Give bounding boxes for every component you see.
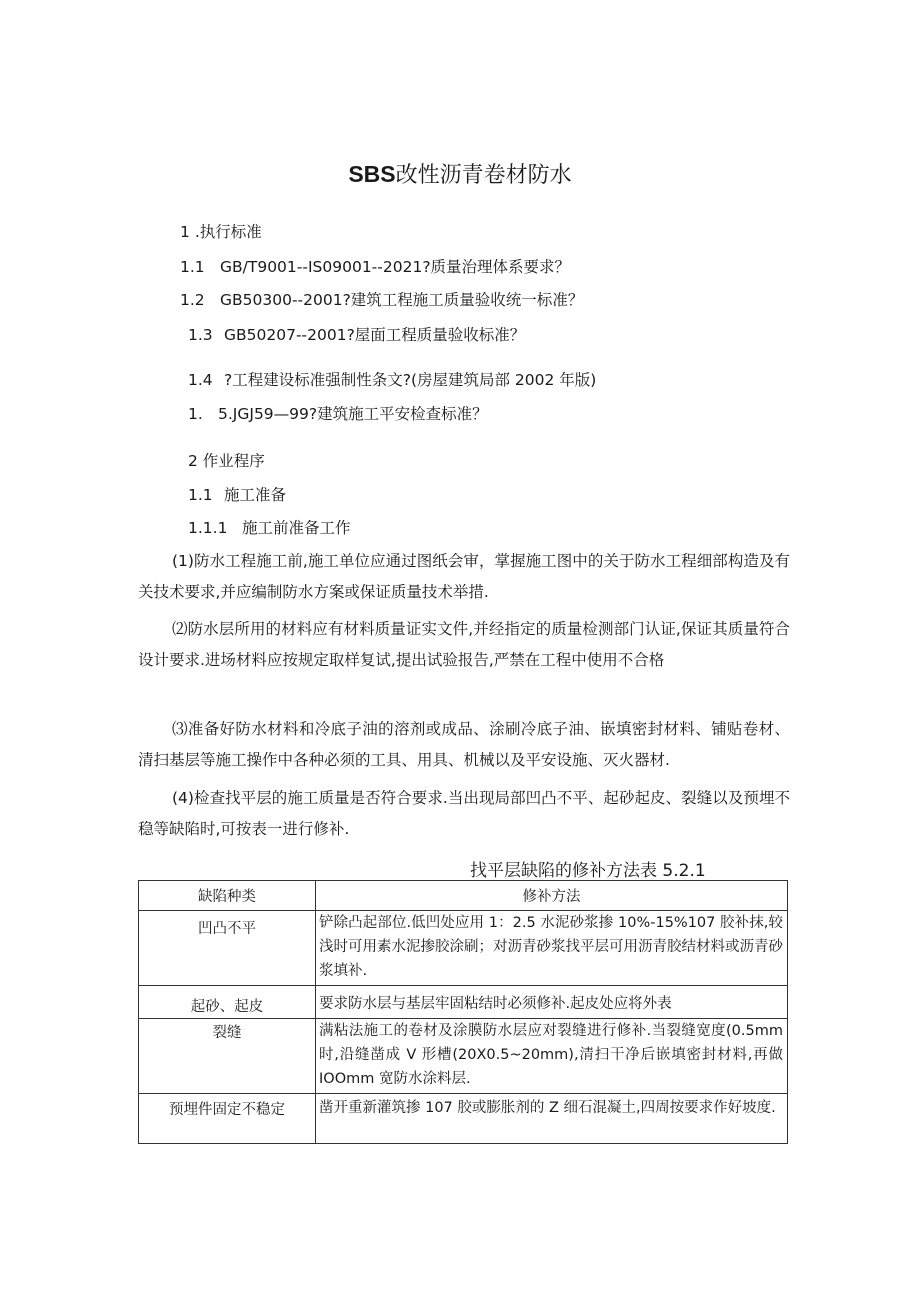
subsection-heading — [188, 485, 286, 505]
standard-item-num: 1. — [188, 405, 203, 423]
subsection-text: 施工准备 — [224, 486, 287, 504]
table-header-row — [139, 881, 788, 911]
repair-method-cell: 要求防水层与基层牢固粘结时必须修补.起皮处应将外表 — [316, 986, 788, 1019]
standard-item — [180, 257, 570, 277]
paragraph: ⑶准备好防水材料和冷底子油的溶剂或成品、涂刷冷底子油、嵌填密封材料、铺贴卷材、清扫基层等施工操作中各种必须的工具、用具、机械以及平安设施、灭火器材. — [138, 720, 790, 769]
standard-item-text: 5.JGJ59—99?建筑施工平安检查标准？ — [218, 405, 488, 423]
title-text: 改性沥青卷材防水 — [395, 163, 572, 188]
defect-kind-cell: 裂缝 — [139, 1019, 316, 1094]
document-title — [0, 158, 920, 189]
standard-item-text: GB50300--2001?建筑工程施工质量验收统一标准？ — [220, 291, 584, 309]
standard-item-text: GB50207--2001?屋面工程质量验收标准？ — [224, 326, 526, 344]
section1-heading-text: .执行标准 — [194, 223, 262, 241]
repair-methods-table — [138, 880, 788, 1144]
table-row — [139, 986, 788, 1019]
table-row — [139, 1094, 788, 1144]
paragraph: (4)检查找平层的施工质量是否符合要求.当出现局部凹凸不平、起砂起皮、裂缝以及预埋不稳等缺陷时,可按表一进行修补. — [138, 789, 790, 838]
paragraph: (1)防水工程施工前,施工单位应通过图纸会审，掌握施工图中的关于防水工程细部构造及有关技术要求,并应编制防水方案或保证质量技术举措. — [138, 552, 790, 601]
title-latin: SBS — [348, 161, 396, 187]
standard-item-num: 1.3 — [188, 326, 213, 344]
standard-item-num: 1.4 — [188, 371, 213, 389]
subsubsection-heading — [188, 518, 351, 538]
repair-method-cell: 铲除凸起部位.低凹处应用 1：2.5 水泥砂浆掺 10%-15%107 胶补抹,较浅时可用素水泥掺胶涂刷；对沥青砂浆找平层可用沥青胶结材料或沥青砂浆填补. — [316, 911, 788, 986]
standard-item-num: 1.2 — [180, 291, 205, 309]
paragraph: ⑵防水层所用的材料应有材料质量证实文件,并经指定的质量检测部门认证,保证其质量符合设计要求.进场材料应按规定取样复试,提出试验报告,严禁在工程中使用不合格 — [138, 620, 790, 669]
section1-heading — [180, 222, 262, 242]
table-row — [139, 1019, 788, 1094]
section2-heading: 2 作业程序 — [188, 452, 265, 470]
table-row — [139, 911, 788, 986]
standard-item — [180, 290, 583, 310]
subsubsection-num: 1.1.1 — [188, 519, 228, 537]
table-caption: 找平层缺陷的修补方法表 5.2.1 — [470, 861, 706, 881]
standard-item — [188, 325, 525, 345]
defect-kind-cell: 预埋件固定不稳定 — [139, 1094, 316, 1144]
standard-item — [188, 370, 596, 390]
repair-method-cell: 凿开重新灌筑掺 107 胶或膨胀剂的 Z 细石混凝土,四周按要求作好坡度. — [316, 1094, 788, 1144]
repair-method-cell: 满粘法施工的卷材及涂膜防水层应对裂缝进行修补.当裂缝宽度(0.5mm 时,沿缝凿成 V 形槽(20X0.5~20mm),清扫干净后嵌填密封材料,再做 IOOmm 宽防水涂料层. — [316, 1019, 788, 1094]
standard-item-num: 1.1 — [180, 258, 205, 276]
subsection-num: 1.1 — [188, 486, 213, 504]
defect-kind-cell: 起砂、起皮 — [139, 986, 316, 1019]
standard-item-text: GB/T9001--IS09001--2021?质量治理体系要求？ — [220, 258, 571, 276]
column-header-kind: 缺陷种类 — [139, 881, 316, 911]
standard-item — [188, 404, 488, 424]
defect-kind-cell: 凹凸不平 — [139, 911, 316, 986]
subsubsection-text: 施工前准备工作 — [242, 519, 351, 537]
column-header-method: 修补方法 — [316, 881, 788, 911]
standard-item-text: ?工程建设标准强制性条文?(房屋建筑局部 2002 年版) — [224, 371, 597, 389]
section1-heading-num: 1 — [180, 223, 190, 241]
